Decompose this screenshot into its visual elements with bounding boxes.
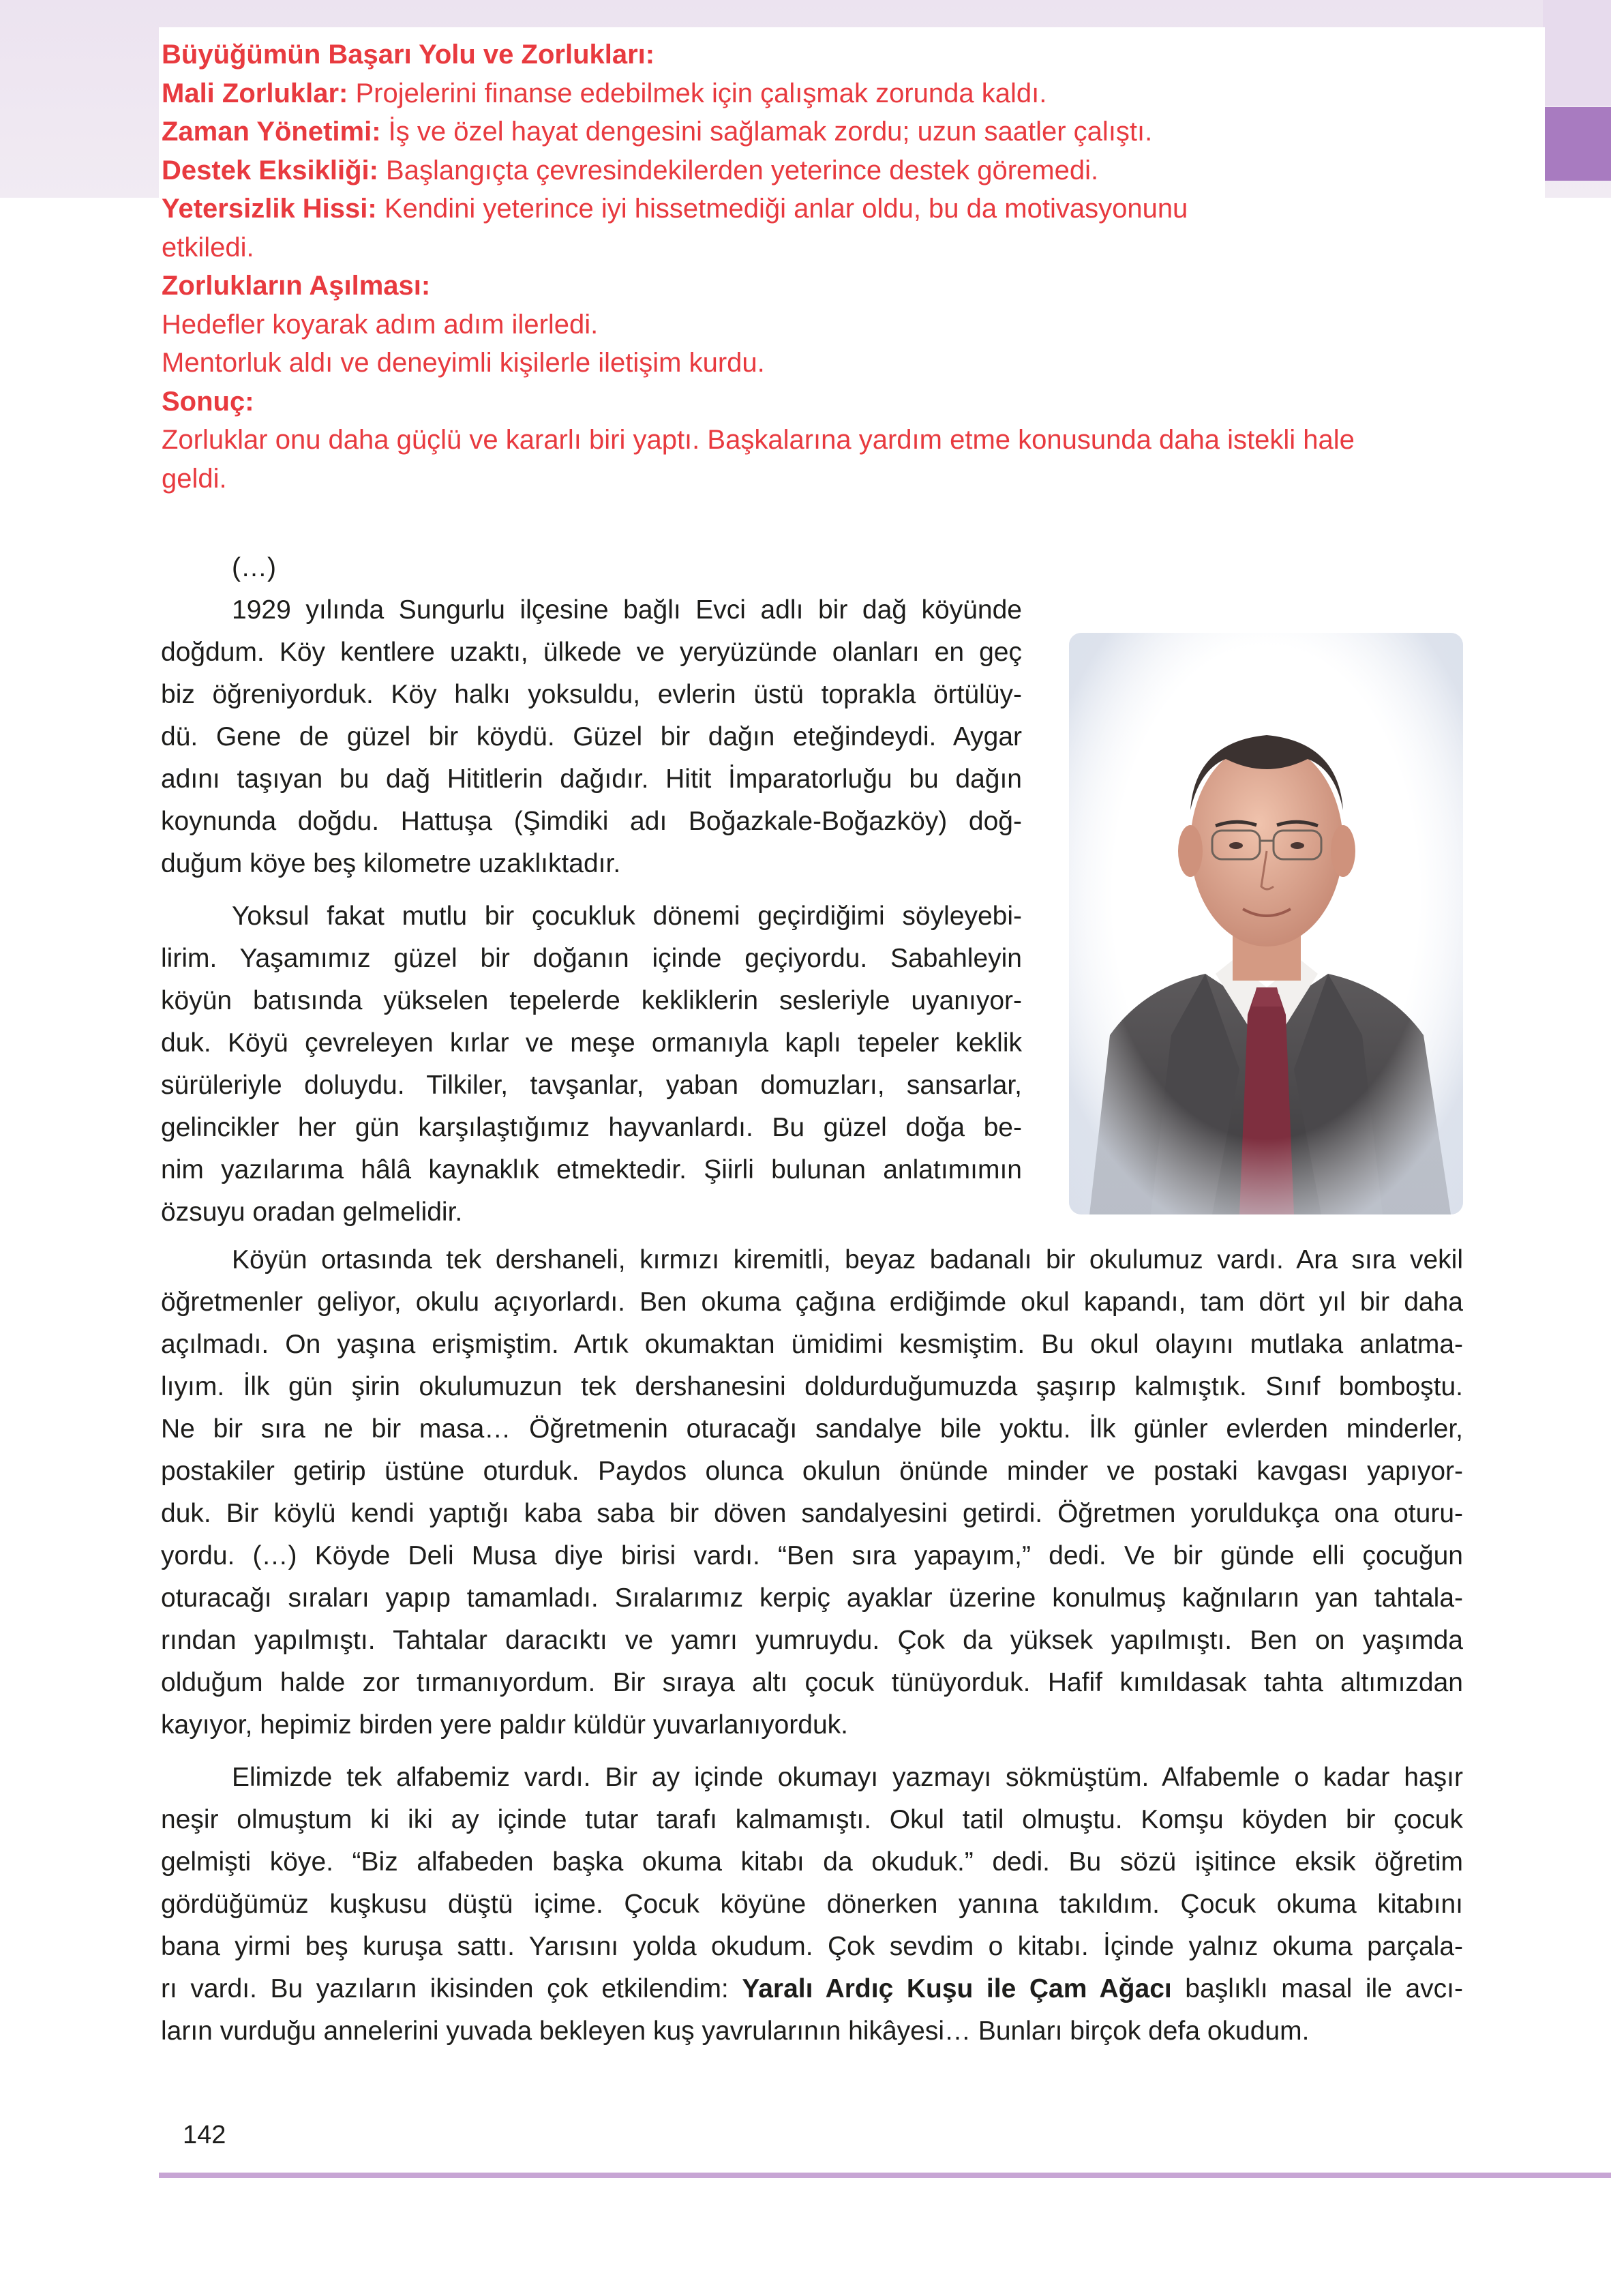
text-line: açılmadı. On yaşına erişmiştim. Artık okumaktan ümidimi kesmiştim. Bu okul olayını mutlaka anlatma- bbox=[161, 1330, 1463, 1359]
text-line: öğretmenler geliyor, okulu açıyorlardı. Ben okuma çağına erdiğimde okul kapandı, tam dört yıl bir daha bbox=[161, 1287, 1463, 1317]
text-line: oturacağı sıraları yapıp tamamladı. Sıralarımız kerpiç ayaklar üzerine konulmuş kağnıların yan tahtala- bbox=[161, 1583, 1463, 1613]
text-line: gelmişti köye. “Biz alfabeden başka okuma kitabı da okuduk.” dedi. Bu sözü işitince eksik öğretim bbox=[161, 1847, 1463, 1877]
article-main-column bbox=[161, 1239, 1463, 2053]
text-line: olduğum halde zor tırmanıyordum. Bir sıraya altı çocuk tünüyorduk. Hafif kımıldasak tahta altımızdan bbox=[161, 1668, 1463, 1697]
result-line: Zorluklar onu daha güçlü ve kararlı biri yaptı. Başkalarına yardım etme konusunda daha istekli hale bbox=[162, 425, 1355, 455]
text-line: lirim. Yaşamımız güzel bir doğanın içinde geçiyordu. Sabahleyin bbox=[161, 944, 1022, 973]
text-line: bana yirmi beş kuruşa sattı. Yarısını yolda okudum. Çok sevdim o kitabı. İçinde yalnız okuma parçala- bbox=[161, 1932, 1463, 1961]
summary-item: Destek Eksikliği: Başlangıçta çevresindekilerden yeterince destek göremedi. bbox=[162, 155, 1099, 185]
article-intro-column bbox=[161, 547, 1022, 1234]
author-portrait-photo bbox=[1069, 633, 1463, 1214]
text-line: Elimizde tek alfabemiz vardı. Bir ay içinde okumayı yazmayı sökmüştüm. Alfabemle o kadar haşır bbox=[232, 1763, 1463, 1792]
text-line: gördüğümüz kuşkusu düştü içime. Çocuk köyüne dönerken yanına takıldım. Çocuk okuma kitabını bbox=[161, 1890, 1463, 1919]
result-line: geldi. bbox=[162, 463, 227, 494]
paragraph-2 bbox=[161, 895, 1022, 1234]
chapter-tab-marker bbox=[1544, 107, 1611, 181]
summary-item: Mali Zorluklar: Projelerini finanse edebilmek için çalışmak zorunda kaldı. bbox=[162, 78, 1047, 108]
overcoming-heading: Zorlukların Aşılması: bbox=[162, 271, 431, 301]
text-line: ların vurduğu annelerini yuvada bekleyen kuş yavrularının hikâyesi… Bunları birçok defa okudum. bbox=[161, 2016, 1310, 2046]
summary-heading: Büyüğümün Başarı Yolu ve Zorlukları: bbox=[162, 40, 655, 70]
bottom-rule bbox=[159, 2173, 1611, 2178]
text-line: koynunda doğdu. Hattuşa (Şimdiki adı Boğazkale-Boğazköy) doğ- bbox=[161, 807, 1022, 836]
paragraph-1 bbox=[161, 589, 1022, 885]
text-line: Ne bir sıra ne bir masa… Öğretmenin oturacağı sandalye bile yoktu. İlk günler evlerden minderler, bbox=[161, 1414, 1463, 1444]
text-line: adını taşıyan bu dağ Hititlerin dağıdır. Hitit İmparatorluğu bu dağın bbox=[161, 764, 1022, 794]
text-line: dü. Gene de güzel bir köydü. Güzel bir dağın eteğindeydi. Aygar bbox=[161, 722, 1022, 751]
text-line: özsuyu oradan gelmelidir. bbox=[161, 1197, 463, 1227]
text-line: lıyım. İlk gün şirin okulumuzun tek dershanesini doldurduğumuzda şaşırıp kalmıştık. Sınıf bomboştu. bbox=[161, 1372, 1463, 1401]
text-line: postakiler getirip üstüne oturduk. Paydos olunca okulun önünde minder ve postaki kavgası yapıyor- bbox=[161, 1457, 1463, 1486]
summary-item: Zaman Yönetimi: İş ve özel hayat dengesini sağlamak zordu; uzun saatler çalıştı. bbox=[162, 117, 1153, 147]
text-line: rı vardı. Bu yazıların ikisinden çok etkilendim: Yaralı Ardıç Kuşu ile Çam Ağacı başlıklı masal ile avcı- bbox=[161, 1974, 1463, 2003]
text-line: gelincikler her gün karşılaştığımız hayvanlardı. Bu güzel doğa be- bbox=[161, 1113, 1022, 1142]
text-line: sürüleriyle doluydu. Tilkiler, tavşanlar, yaban domuzları, sansarlar, bbox=[161, 1071, 1022, 1100]
text-line: köyün batısında yükselen tepelerde kekliklerin sesleriyle uyanıyor- bbox=[161, 986, 1022, 1015]
text-line: yordu. (…) Köyde Deli Musa diye birisi vardı. “Ben sıra yapayım,” dedi. Ve bir günde elli çocuğun bbox=[161, 1541, 1463, 1570]
summary-text bbox=[162, 35, 1539, 498]
paragraph-4 bbox=[161, 1757, 1463, 2053]
summary-item-continuation: etkiledi. bbox=[162, 232, 254, 263]
text-line: 1929 yılında Sungurlu ilçesine bağlı Evci adlı bir dağ köyünde bbox=[232, 595, 1022, 625]
text-line: doğdum. Köy kentlere uzaktı, ülkede ve yeryüzünde olanları en geç bbox=[161, 638, 1022, 667]
text-line: neşir olmuştum ki iki ay içinde tutar tarafı kalmamıştı. Okul tatil olmuştu. Komşu köyden bir çocuk bbox=[161, 1805, 1463, 1834]
text-line: duk. Köyü çevreleyen kırlar ve meşe ormanıyla kaplı tepeler keklik bbox=[161, 1028, 1022, 1058]
summary-item: Yetersizlik Hissi: Kendini yeterince iyi hissetmediği anlar oldu, bu da motivasyonunu bbox=[162, 194, 1188, 224]
text-line: rından yapılmıştı. Tahtalar daracıktı ve yamrı yumruydu. Çok da yüksek yapılmıştı. Ben on yaşımda bbox=[161, 1626, 1463, 1655]
text-line: kayıyor, hepimiz birden yere paldır küldür yuvarlanıyorduk. bbox=[161, 1710, 848, 1740]
text-line: nim yazılarıma hâlâ kaynaklık etmektedir. Şiirli bulunan anlatımımın bbox=[161, 1155, 1022, 1184]
paragraph-3 bbox=[161, 1239, 1463, 1746]
corner-band bbox=[1543, 0, 1611, 106]
book-title-bold: Yaralı Ardıç Kuşu ile Çam Ağacı bbox=[742, 1974, 1172, 2003]
ellipsis-marker: (…) bbox=[232, 553, 276, 582]
overcoming-line: Mentorluk aldı ve deneyimli kişilerle iletişim kurdu. bbox=[162, 348, 765, 378]
text-line: Köyün ortasında tek dershaneli, kırmızı kiremitli, beyaz badanalı bir okulumuz vardı. Ara sıra vekil bbox=[232, 1245, 1463, 1274]
text-line: Yoksul fakat mutlu bir çocukluk dönemi geçirdiğimi söyleyebi- bbox=[232, 901, 1022, 931]
text-line: duğum köye beş kilometre uzaklıktadır. bbox=[161, 849, 621, 878]
text-line: duk. Bir köylü kendi yaptığı kaba saba bir döven sandalyesini getirdi. Öğretmen yoruldukça ona oturu- bbox=[161, 1499, 1463, 1528]
page-number: 142 bbox=[183, 2121, 226, 2149]
result-heading: Sonuç: bbox=[162, 386, 254, 417]
text-line: biz öğreniyorduk. Köy halkı yoksuldu, evlerin üstü toprakla örtülüy- bbox=[161, 680, 1022, 709]
overcoming-line: Hedefler koyarak adım adım ilerledi. bbox=[162, 309, 599, 340]
